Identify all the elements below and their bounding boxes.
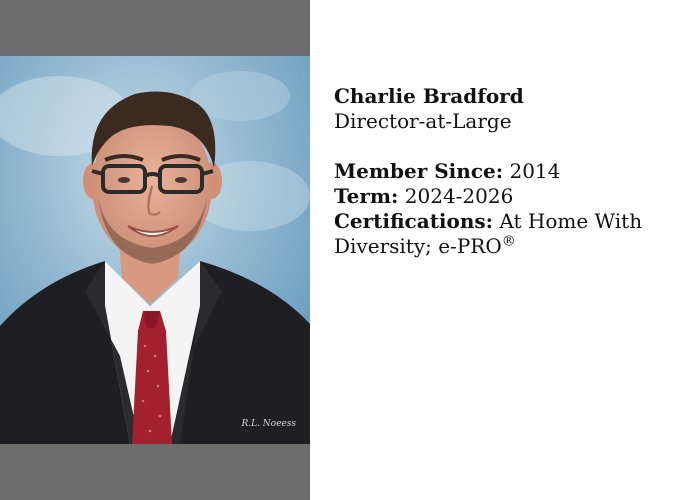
- member-name: Charlie Bradford: [334, 84, 524, 108]
- bio-panel: [334, 84, 674, 259]
- member-since-row: [334, 159, 674, 184]
- member-since-label: Member Since:: [334, 159, 504, 183]
- term-value: 2024-2026: [404, 184, 514, 208]
- member-since-value: 2014: [509, 159, 561, 183]
- portrait-photo: [0, 56, 310, 444]
- member-role: Director-at-Large: [334, 109, 512, 133]
- term-row: [334, 184, 674, 209]
- registered-mark: ®: [501, 233, 516, 250]
- photographer-signature: R.L. Noeess: [241, 419, 296, 429]
- photo-column: [0, 0, 310, 500]
- certifications-value: At Home With Diversity; e-PRO: [334, 209, 643, 258]
- term-label: Term:: [334, 184, 399, 208]
- certifications-label: Certifications:: [334, 209, 494, 233]
- certifications-row: [334, 209, 674, 259]
